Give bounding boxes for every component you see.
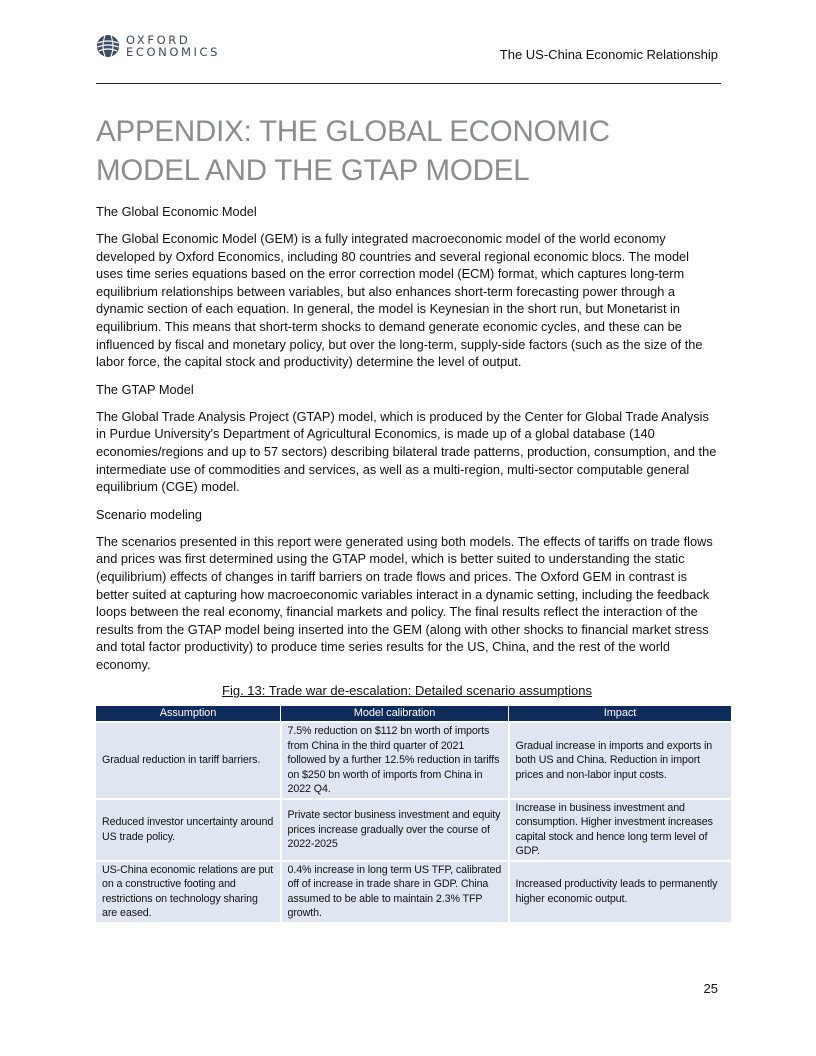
table-cell: US-China economic relations are put on a constructive footing and restrictions on technology sharing are eased. [96,861,281,922]
table-header-row [96,706,731,722]
table-row [96,799,731,861]
scenario-assumptions-table [96,706,731,922]
header-assumption: Assumption [96,706,281,722]
table-cell: 7.5% reduction on $112 bn worth of imports from China in the third quarter of 2021 followed by a further 12.5% reduction in tariffs on $250 bn worth of imports from China in 2022 Q4. [281,722,509,799]
header-divider [96,83,721,84]
gtap-paragraph: The Global Trade Analysis Project (GTAP) model, which is produced by the Center for Global Trade Analysis in Purdue University's Department of Agricultural Economics, is made up of a global database (140 economies/regions and up to 57 sectors) describing bilateral trade patterns, production, consumption, and the intermediate use of commodities and services, as well as a multi-region, multi-sector computable general equilibrium (CGE) model. [96,408,717,495]
globe-icon [96,34,120,58]
header-model-calibration: Model calibration [281,706,509,722]
table-cell: Increased productivity leads to permanently higher economic output. [509,861,732,922]
table-row [96,861,731,922]
table-cell: Reduced investor uncertainty around US trade policy. [96,799,281,861]
table-cell: 0.4% increase in long term US TFP, calibrated off of increase in trade share in GDP. China assumed to be able to maintain 2.3% TFP growth. [281,861,509,922]
scenario-heading: Scenario modeling [96,506,202,522]
header-impact: Impact [509,706,732,722]
table-cell: Gradual increase in imports and exports in both US and China. Reduction in import prices and non-labor input costs. [509,722,732,799]
gtap-heading: The GTAP Model [96,381,194,397]
page-number: 25 [703,981,718,996]
table-cell: Gradual reduction in tariff barriers. [96,722,281,799]
figure-title: Fig. 13: Trade war de-escalation: Detailed scenario assumptions [222,683,592,699]
scenario-paragraph: The scenarios presented in this report were generated using both models. The effects of tariffs on trade flows and prices was first determined using the GTAP model, which is better suited to understanding the static (equilibrium) effects of changes in tariff barriers on trade flows and prices. The Oxford GEM in contrast is better suited at capturing how macroeconomic variables interact in a dynamic setting, including the feedback loops between the real economy, financial markets and policy. The final results reflect the interaction of the results from the GTAP model being inserted into the GEM (along with other shocks to financial market stress and total factor productivity) to produce time series results for the US, China, and the rest of the world economy. [96,533,713,672]
page-content [96,203,718,922]
gem-heading: The Global Economic Model [96,204,257,219]
logo-line2: ECONOMICS [126,45,221,59]
oxford-economics-logo [96,34,220,58]
page-header [96,34,720,84]
table-cell: Increase in business investment and consumption. Higher investment increases capital stock and hence long term level of GDP. [509,799,732,861]
table-row [96,722,731,799]
page-title: APPENDIX: THE GLOBAL ECONOMIC MODEL AND THE GTAP MODEL [96,115,610,187]
logo-line1: OXFORD [126,33,191,47]
gem-paragraph: The Global Economic Model (GEM) is a fully integrated macroeconomic model of the world economy developed by Oxford Economics, including 80 countries and several regional economic blocs. The model uses time series equations based on the error correction model (ECM) format, which captures long-term equilibrium relationships between variables, but also enhances short-term forecasting power through a dynamic section of each equation. In general, the model is Keynesian in the short run, but Monetarist in equilibrium. This means that short-term shocks to demand generate economic cycles, and these can be influenced by fiscal and monetary policy, but over the long-term, supply-side factors (such as the size of the labor force, the capital stock and productivity) determine the level of output. [96,231,703,370]
table-cell: Private sector business investment and equity prices increase gradually over the course of 2022-2025 [281,799,509,861]
report-title: The US-China Economic Relationship [499,47,718,62]
